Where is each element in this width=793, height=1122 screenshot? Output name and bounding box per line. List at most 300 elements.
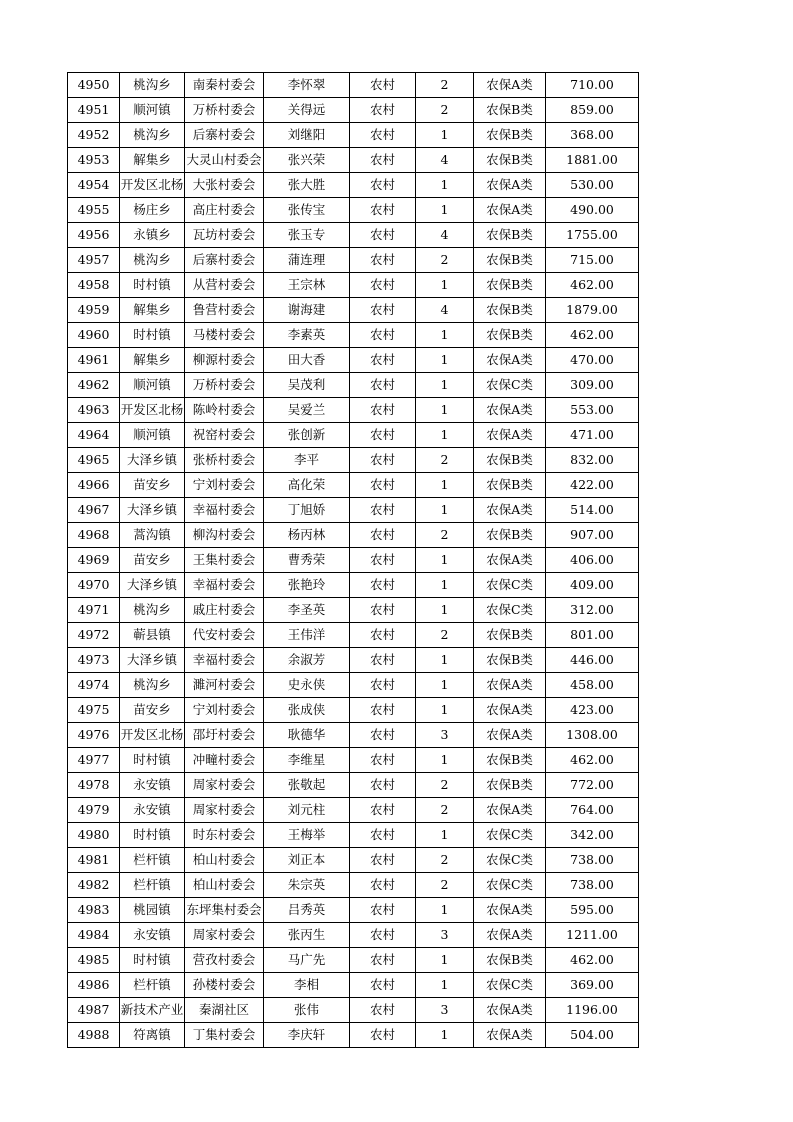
name-cell: 张创新 [264, 423, 350, 448]
member-count-cell: 1 [416, 173, 474, 198]
name-cell: 田大香 [264, 348, 350, 373]
member-count-cell: 3 [416, 923, 474, 948]
category-cell: 农保A类 [474, 348, 546, 373]
village-cell: 秦湖社区 [185, 998, 264, 1023]
village-cell: 马楼村委会 [185, 323, 264, 348]
serial-cell: 4974 [68, 673, 120, 698]
household-type-cell: 农村 [350, 148, 416, 173]
household-type-cell: 农村 [350, 673, 416, 698]
village-cell: 从营村委会 [185, 273, 264, 298]
table-row [68, 298, 639, 323]
amount-cell: 470.00 [546, 348, 639, 373]
member-count-cell: 1 [416, 898, 474, 923]
amount-cell: 1755.00 [546, 223, 639, 248]
serial-cell: 4980 [68, 823, 120, 848]
category-cell: 农保B类 [474, 123, 546, 148]
category-cell: 农保A类 [474, 798, 546, 823]
category-cell: 农保B类 [474, 323, 546, 348]
household-type-cell: 农村 [350, 198, 416, 223]
serial-cell: 4961 [68, 348, 120, 373]
household-type-cell: 农村 [350, 723, 416, 748]
household-type-cell: 农村 [350, 498, 416, 523]
amount-cell: 462.00 [546, 273, 639, 298]
name-cell: 张敬起 [264, 773, 350, 798]
category-cell: 农保B类 [474, 523, 546, 548]
member-count-cell: 1 [416, 1023, 474, 1048]
serial-cell: 4968 [68, 523, 120, 548]
table-row [68, 348, 639, 373]
serial-cell: 4962 [68, 373, 120, 398]
table-row [68, 248, 639, 273]
township-cell: 桃沟乡 [120, 248, 185, 273]
township-cell: 蒿沟镇 [120, 523, 185, 548]
table-row [68, 873, 639, 898]
category-cell: 农保B类 [474, 948, 546, 973]
amount-cell: 1211.00 [546, 923, 639, 948]
serial-cell: 4979 [68, 798, 120, 823]
village-cell: 大灵山村委会 [185, 148, 264, 173]
name-cell: 杨丙林 [264, 523, 350, 548]
member-count-cell: 1 [416, 323, 474, 348]
table-row [68, 148, 639, 173]
name-cell: 李素英 [264, 323, 350, 348]
table-row [68, 98, 639, 123]
category-cell: 农保A类 [474, 198, 546, 223]
household-type-cell: 农村 [350, 848, 416, 873]
serial-cell: 4957 [68, 248, 120, 273]
serial-cell: 4969 [68, 548, 120, 573]
serial-cell: 4965 [68, 448, 120, 473]
member-count-cell: 1 [416, 373, 474, 398]
township-cell: 栏杆镇 [120, 873, 185, 898]
household-type-cell: 农村 [350, 923, 416, 948]
household-type-cell: 农村 [350, 323, 416, 348]
category-cell: 农保B类 [474, 223, 546, 248]
table-row [68, 273, 639, 298]
amount-cell: 406.00 [546, 548, 639, 573]
amount-cell: 764.00 [546, 798, 639, 823]
village-cell: 幸福村委会 [185, 648, 264, 673]
village-cell: 丁集村委会 [185, 1023, 264, 1048]
member-count-cell: 1 [416, 123, 474, 148]
category-cell: 农保A类 [474, 548, 546, 573]
household-type-cell: 农村 [350, 98, 416, 123]
table-row [68, 373, 639, 398]
household-type-cell: 农村 [350, 623, 416, 648]
serial-cell: 4966 [68, 473, 120, 498]
township-cell: 大泽乡镇 [120, 498, 185, 523]
township-cell: 苗安乡 [120, 548, 185, 573]
category-cell: 农保C类 [474, 848, 546, 873]
member-count-cell: 1 [416, 548, 474, 573]
member-count-cell: 1 [416, 398, 474, 423]
member-count-cell: 2 [416, 448, 474, 473]
household-type-cell: 农村 [350, 273, 416, 298]
member-count-cell: 4 [416, 223, 474, 248]
serial-cell: 4958 [68, 273, 120, 298]
category-cell: 农保A类 [474, 423, 546, 448]
member-count-cell: 3 [416, 998, 474, 1023]
category-cell: 农保A类 [474, 698, 546, 723]
household-type-cell: 农村 [350, 648, 416, 673]
serial-cell: 4952 [68, 123, 120, 148]
serial-cell: 4963 [68, 398, 120, 423]
household-type-cell: 农村 [350, 473, 416, 498]
category-cell: 农保A类 [474, 923, 546, 948]
township-cell: 时村镇 [120, 748, 185, 773]
records-table-body [68, 73, 639, 1048]
member-count-cell: 4 [416, 148, 474, 173]
table-row [68, 948, 639, 973]
amount-cell: 514.00 [546, 498, 639, 523]
member-count-cell: 1 [416, 348, 474, 373]
household-type-cell: 农村 [350, 123, 416, 148]
category-cell: 农保C类 [474, 823, 546, 848]
name-cell: 李相 [264, 973, 350, 998]
table-row [68, 773, 639, 798]
category-cell: 农保A类 [474, 898, 546, 923]
category-cell: 农保A类 [474, 73, 546, 98]
township-cell: 杨庄乡 [120, 198, 185, 223]
member-count-cell: 2 [416, 773, 474, 798]
township-cell: 桃沟乡 [120, 673, 185, 698]
amount-cell: 423.00 [546, 698, 639, 723]
name-cell: 李圣英 [264, 598, 350, 623]
serial-cell: 4978 [68, 773, 120, 798]
amount-cell: 715.00 [546, 248, 639, 273]
member-count-cell: 1 [416, 273, 474, 298]
amount-cell: 462.00 [546, 948, 639, 973]
township-cell: 时村镇 [120, 273, 185, 298]
village-cell: 柏山村委会 [185, 848, 264, 873]
village-cell: 陈岭村委会 [185, 398, 264, 423]
member-count-cell: 2 [416, 848, 474, 873]
serial-cell: 4983 [68, 898, 120, 923]
village-cell: 孙楼村委会 [185, 973, 264, 998]
household-type-cell: 农村 [350, 773, 416, 798]
amount-cell: 530.00 [546, 173, 639, 198]
village-cell: 万桥村委会 [185, 98, 264, 123]
township-cell: 时村镇 [120, 323, 185, 348]
table-row [68, 448, 639, 473]
category-cell: 农保C类 [474, 573, 546, 598]
household-type-cell: 农村 [350, 898, 416, 923]
name-cell: 吕秀英 [264, 898, 350, 923]
village-cell: 柳沟村委会 [185, 523, 264, 548]
table-row [68, 998, 639, 1023]
township-cell: 苗安乡 [120, 473, 185, 498]
household-type-cell: 农村 [350, 948, 416, 973]
category-cell: 农保B类 [474, 473, 546, 498]
member-count-cell: 1 [416, 948, 474, 973]
serial-cell: 4972 [68, 623, 120, 648]
name-cell: 张传宝 [264, 198, 350, 223]
member-count-cell: 1 [416, 823, 474, 848]
household-type-cell: 农村 [350, 398, 416, 423]
name-cell: 刘继阳 [264, 123, 350, 148]
township-cell: 栏杆镇 [120, 973, 185, 998]
amount-cell: 471.00 [546, 423, 639, 448]
table-row [68, 698, 639, 723]
village-cell: 营孜村委会 [185, 948, 264, 973]
village-cell: 幸福村委会 [185, 573, 264, 598]
name-cell: 丁旭娇 [264, 498, 350, 523]
member-count-cell: 2 [416, 873, 474, 898]
name-cell: 张艳玲 [264, 573, 350, 598]
village-cell: 周家村委会 [185, 773, 264, 798]
amount-cell: 504.00 [546, 1023, 639, 1048]
category-cell: 农保B类 [474, 148, 546, 173]
name-cell: 朱宗英 [264, 873, 350, 898]
household-type-cell: 农村 [350, 348, 416, 373]
village-cell: 后寨村委会 [185, 123, 264, 148]
table-row [68, 523, 639, 548]
records-table [67, 72, 639, 1048]
village-cell: 邵圩村委会 [185, 723, 264, 748]
household-type-cell: 农村 [350, 173, 416, 198]
name-cell: 曹秀荣 [264, 548, 350, 573]
member-count-cell: 2 [416, 73, 474, 98]
serial-cell: 4977 [68, 748, 120, 773]
household-type-cell: 农村 [350, 698, 416, 723]
category-cell: 农保C类 [474, 373, 546, 398]
serial-cell: 4975 [68, 698, 120, 723]
category-cell: 农保B类 [474, 248, 546, 273]
category-cell: 农保A类 [474, 1023, 546, 1048]
name-cell: 王伟洋 [264, 623, 350, 648]
serial-cell: 4970 [68, 573, 120, 598]
household-type-cell: 农村 [350, 873, 416, 898]
amount-cell: 368.00 [546, 123, 639, 148]
name-cell: 张丙生 [264, 923, 350, 948]
amount-cell: 446.00 [546, 648, 639, 673]
township-cell: 大泽乡镇 [120, 573, 185, 598]
table-row [68, 598, 639, 623]
table-row [68, 173, 639, 198]
serial-cell: 4973 [68, 648, 120, 673]
name-cell: 张成侠 [264, 698, 350, 723]
member-count-cell: 2 [416, 623, 474, 648]
township-cell: 大泽乡镇 [120, 648, 185, 673]
household-type-cell: 农村 [350, 73, 416, 98]
name-cell: 张玉专 [264, 223, 350, 248]
village-cell: 濉河村委会 [185, 673, 264, 698]
table-row [68, 923, 639, 948]
amount-cell: 595.00 [546, 898, 639, 923]
amount-cell: 1196.00 [546, 998, 639, 1023]
household-type-cell: 农村 [350, 798, 416, 823]
name-cell: 张大胜 [264, 173, 350, 198]
household-type-cell: 农村 [350, 748, 416, 773]
village-cell: 瓦坊村委会 [185, 223, 264, 248]
name-cell: 张兴荣 [264, 148, 350, 173]
category-cell: 农保C类 [474, 598, 546, 623]
member-count-cell: 2 [416, 523, 474, 548]
serial-cell: 4984 [68, 923, 120, 948]
category-cell: 农保C类 [474, 873, 546, 898]
category-cell: 农保A类 [474, 498, 546, 523]
serial-cell: 4960 [68, 323, 120, 348]
serial-cell: 4971 [68, 598, 120, 623]
member-count-cell: 2 [416, 98, 474, 123]
member-count-cell: 1 [416, 673, 474, 698]
member-count-cell: 1 [416, 198, 474, 223]
township-cell: 顺河镇 [120, 98, 185, 123]
name-cell: 史永侠 [264, 673, 350, 698]
township-cell: 解集乡 [120, 298, 185, 323]
name-cell: 吴茂利 [264, 373, 350, 398]
member-count-cell: 1 [416, 648, 474, 673]
household-type-cell: 农村 [350, 523, 416, 548]
name-cell: 马广先 [264, 948, 350, 973]
amount-cell: 462.00 [546, 323, 639, 348]
name-cell: 余淑芳 [264, 648, 350, 673]
table-row [68, 123, 639, 148]
amount-cell: 309.00 [546, 373, 639, 398]
amount-cell: 907.00 [546, 523, 639, 548]
township-cell: 顺河镇 [120, 423, 185, 448]
category-cell: 农保A类 [474, 998, 546, 1023]
household-type-cell: 农村 [350, 548, 416, 573]
household-type-cell: 农村 [350, 573, 416, 598]
village-cell: 鲁营村委会 [185, 298, 264, 323]
name-cell: 刘正本 [264, 848, 350, 873]
household-type-cell: 农村 [350, 973, 416, 998]
serial-cell: 4967 [68, 498, 120, 523]
village-cell: 周家村委会 [185, 798, 264, 823]
category-cell: 农保B类 [474, 273, 546, 298]
township-cell: 时村镇 [120, 948, 185, 973]
serial-cell: 4988 [68, 1023, 120, 1048]
serial-cell: 4951 [68, 98, 120, 123]
amount-cell: 462.00 [546, 748, 639, 773]
table-row [68, 623, 639, 648]
village-cell: 柏山村委会 [185, 873, 264, 898]
category-cell: 农保A类 [474, 723, 546, 748]
serial-cell: 4953 [68, 148, 120, 173]
amount-cell: 1879.00 [546, 298, 639, 323]
household-type-cell: 农村 [350, 448, 416, 473]
village-cell: 南秦村委会 [185, 73, 264, 98]
amount-cell: 342.00 [546, 823, 639, 848]
township-cell: 桃沟乡 [120, 73, 185, 98]
name-cell: 李平 [264, 448, 350, 473]
amount-cell: 832.00 [546, 448, 639, 473]
table-row [68, 973, 639, 998]
table-row [68, 573, 639, 598]
name-cell: 关得远 [264, 98, 350, 123]
household-type-cell: 农村 [350, 223, 416, 248]
member-count-cell: 1 [416, 748, 474, 773]
category-cell: 农保B类 [474, 623, 546, 648]
serial-cell: 4982 [68, 873, 120, 898]
township-cell: 桃园镇 [120, 898, 185, 923]
amount-cell: 772.00 [546, 773, 639, 798]
village-cell: 周家村委会 [185, 923, 264, 948]
member-count-cell: 3 [416, 723, 474, 748]
table-row [68, 798, 639, 823]
township-cell: 开发区北杨 [120, 173, 185, 198]
category-cell: 农保A类 [474, 398, 546, 423]
category-cell: 农保B类 [474, 773, 546, 798]
village-cell: 后寨村委会 [185, 248, 264, 273]
township-cell: 解集乡 [120, 148, 185, 173]
category-cell: 农保B类 [474, 648, 546, 673]
serial-cell: 4959 [68, 298, 120, 323]
amount-cell: 553.00 [546, 398, 639, 423]
village-cell: 张桥村委会 [185, 448, 264, 473]
member-count-cell: 1 [416, 598, 474, 623]
township-cell: 解集乡 [120, 348, 185, 373]
township-cell: 永安镇 [120, 798, 185, 823]
member-count-cell: 1 [416, 573, 474, 598]
amount-cell: 409.00 [546, 573, 639, 598]
table-row [68, 398, 639, 423]
amount-cell: 312.00 [546, 598, 639, 623]
amount-cell: 801.00 [546, 623, 639, 648]
amount-cell: 369.00 [546, 973, 639, 998]
member-count-cell: 2 [416, 798, 474, 823]
amount-cell: 1881.00 [546, 148, 639, 173]
table-row [68, 1023, 639, 1048]
table-row [68, 473, 639, 498]
table-row [68, 648, 639, 673]
serial-cell: 4956 [68, 223, 120, 248]
village-cell: 祝窑村委会 [185, 423, 264, 448]
name-cell: 张伟 [264, 998, 350, 1023]
amount-cell: 422.00 [546, 473, 639, 498]
amount-cell: 738.00 [546, 848, 639, 873]
table-row [68, 748, 639, 773]
village-cell: 高庄村委会 [185, 198, 264, 223]
category-cell: 农保B类 [474, 448, 546, 473]
table-row [68, 73, 639, 98]
township-cell: 时村镇 [120, 823, 185, 848]
member-count-cell: 1 [416, 973, 474, 998]
amount-cell: 710.00 [546, 73, 639, 98]
household-type-cell: 农村 [350, 823, 416, 848]
table-row [68, 673, 639, 698]
name-cell: 刘元柱 [264, 798, 350, 823]
township-cell: 符离镇 [120, 1023, 185, 1048]
household-type-cell: 农村 [350, 248, 416, 273]
table-row [68, 323, 639, 348]
township-cell: 开发区北杨 [120, 398, 185, 423]
serial-cell: 4986 [68, 973, 120, 998]
table-row [68, 823, 639, 848]
household-type-cell: 农村 [350, 423, 416, 448]
township-cell: 栏杆镇 [120, 848, 185, 873]
household-type-cell: 农村 [350, 298, 416, 323]
township-cell: 苗安乡 [120, 698, 185, 723]
village-cell: 柳源村委会 [185, 348, 264, 373]
household-type-cell: 农村 [350, 598, 416, 623]
category-cell: 农保B类 [474, 98, 546, 123]
township-cell: 大泽乡镇 [120, 448, 185, 473]
table-row [68, 498, 639, 523]
village-cell: 幸福村委会 [185, 498, 264, 523]
serial-cell: 4950 [68, 73, 120, 98]
village-cell: 戚庄村委会 [185, 598, 264, 623]
household-type-cell: 农村 [350, 373, 416, 398]
member-count-cell: 1 [416, 498, 474, 523]
township-cell: 开发区北杨 [120, 723, 185, 748]
table-row [68, 548, 639, 573]
township-cell: 桃沟乡 [120, 123, 185, 148]
township-cell: 新技术产业 [120, 998, 185, 1023]
township-cell: 桃沟乡 [120, 598, 185, 623]
name-cell: 高化荣 [264, 473, 350, 498]
